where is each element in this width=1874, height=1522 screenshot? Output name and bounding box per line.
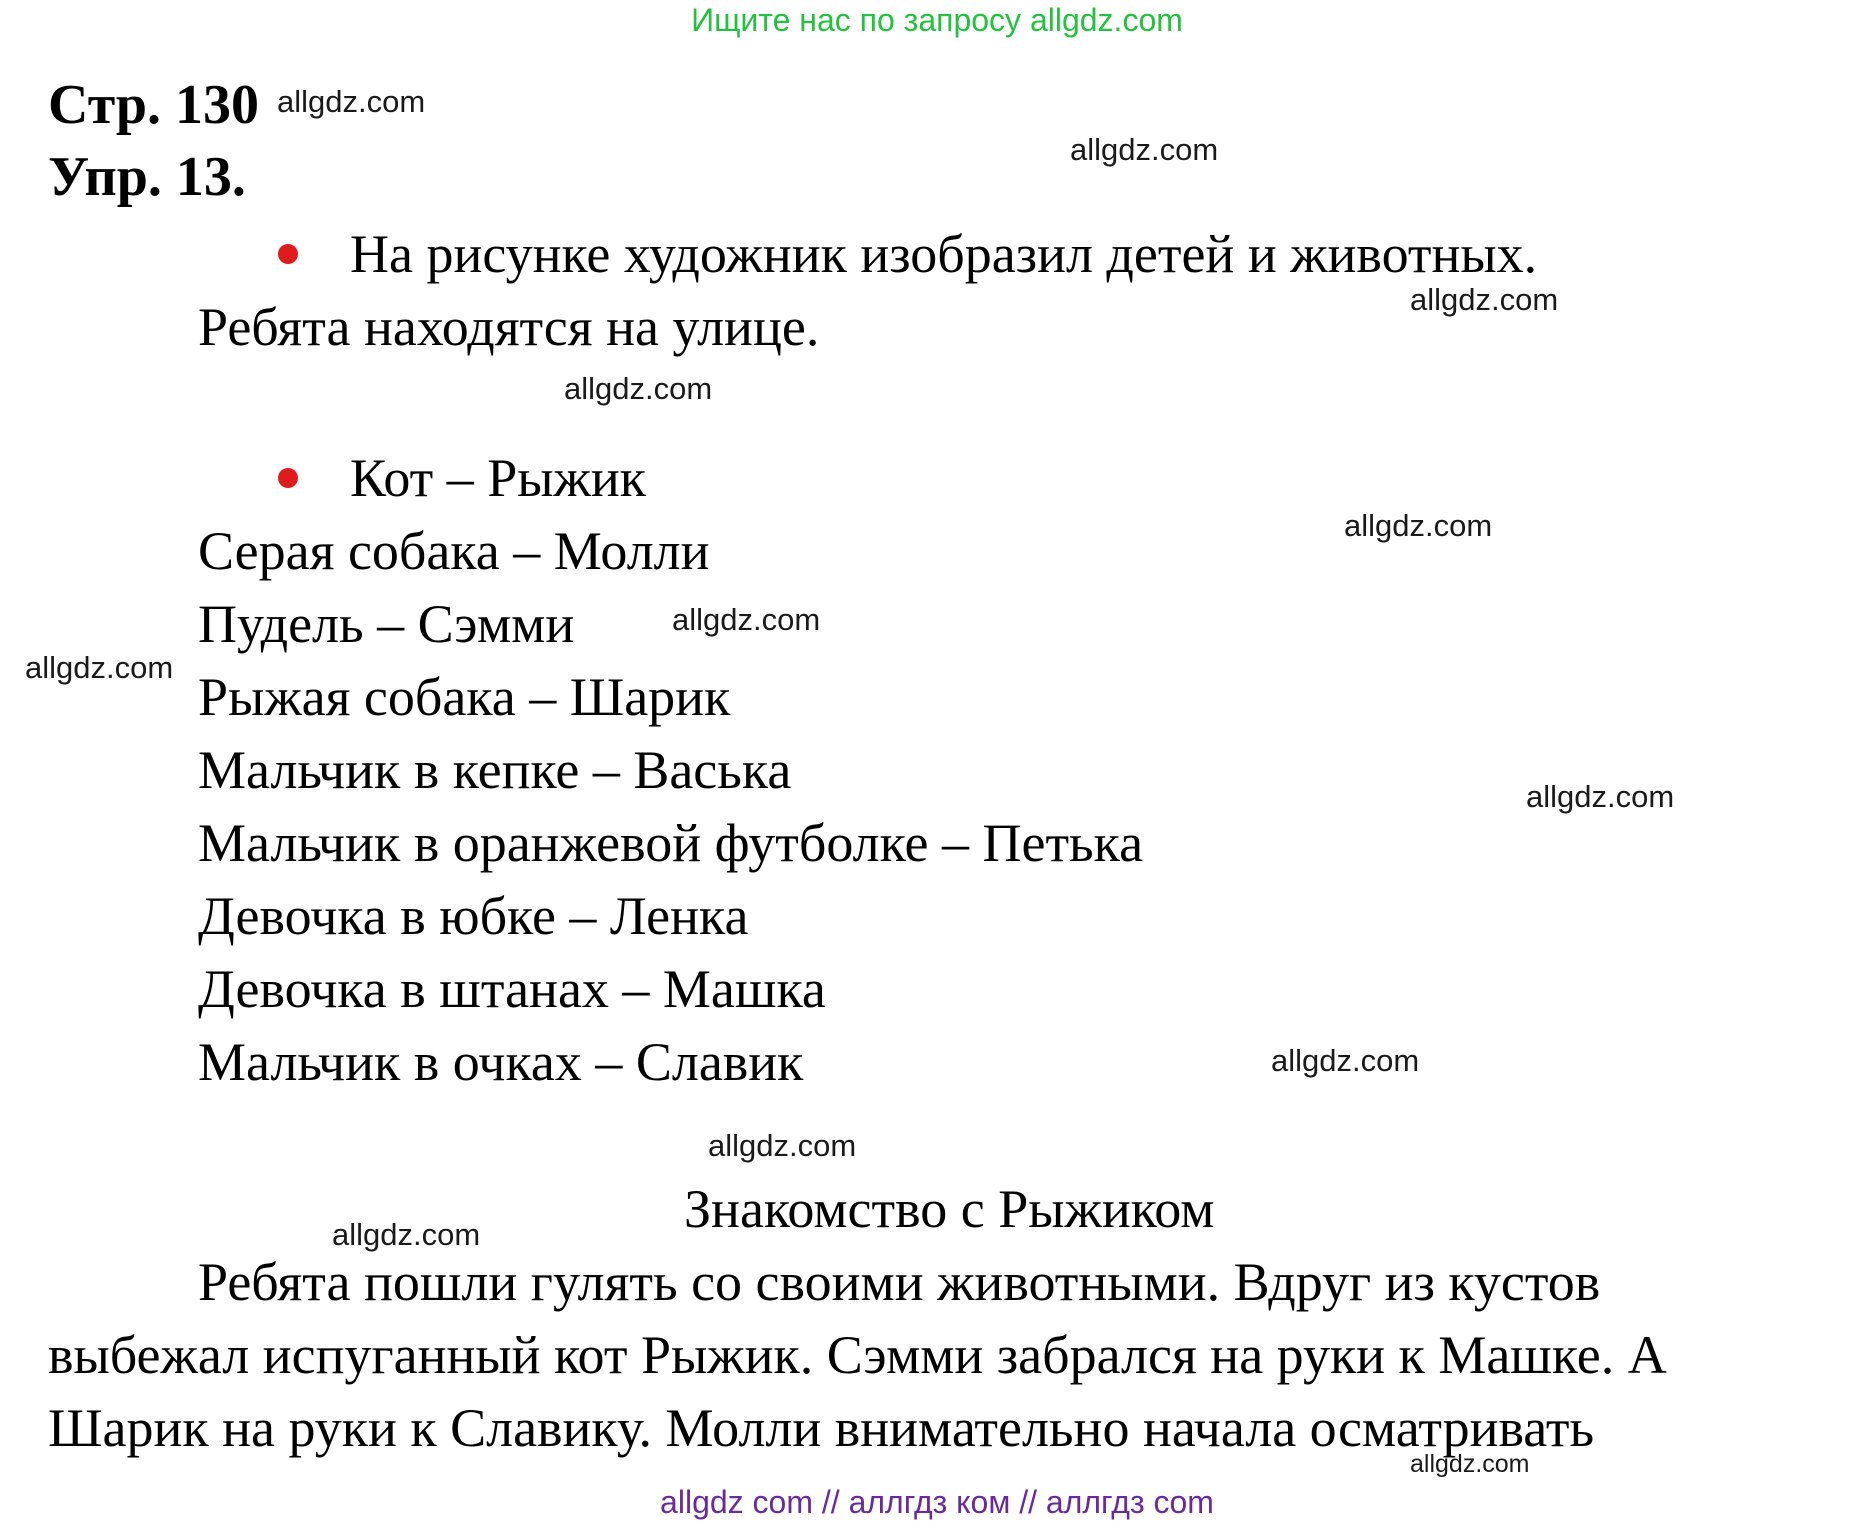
bullet-icon xyxy=(278,244,298,264)
watermark: allgdz.com xyxy=(1526,779,1675,814)
watermark: allgdz.com xyxy=(564,371,713,406)
watermark: allgdz.com xyxy=(277,84,426,119)
name-item: Пудель – Сэмми xyxy=(198,594,575,654)
paragraph-line: На рисунке художник изобразил детей и животных. xyxy=(350,224,1538,284)
name-item: Мальчик в кепке – Васька xyxy=(198,740,792,800)
top-banner: Ищите нас по запросу allgdz.com xyxy=(691,2,1183,38)
watermark: allgdz.com xyxy=(1410,282,1559,317)
name-item: Девочка в юбке – Ленка xyxy=(198,886,749,946)
watermark: allgdz.com xyxy=(332,1217,481,1252)
story-title: Знакомство с Рыжиком xyxy=(684,1179,1215,1239)
watermark: allgdz.com xyxy=(1410,1450,1530,1478)
story-line: Ребята пошли гулять со своими животными. Вдруг из кустов xyxy=(198,1252,1601,1312)
watermark: allgdz.com xyxy=(672,602,821,637)
name-item: Девочка в штанах – Машка xyxy=(198,959,826,1019)
paragraph-line: Ребята находятся на улице. xyxy=(198,297,820,357)
page-label: Стр. 130 xyxy=(48,74,260,136)
exercise-label: Упр. 13. xyxy=(48,146,246,208)
footer-watermark: allgdz com // аллгдз ком // аллгдз com xyxy=(660,1484,1214,1520)
watermark: allgdz.com xyxy=(25,650,174,685)
name-item: Рыжая собака – Шарик xyxy=(198,667,731,727)
name-item: Кот – Рыжик xyxy=(350,448,646,508)
name-item: Мальчик в оранжевой футболке – Петька xyxy=(198,813,1144,873)
story-line: Шарик на руки к Славику. Молли внимательно начала осматривать xyxy=(48,1398,1595,1458)
watermark: allgdz.com xyxy=(708,1128,857,1163)
watermark: allgdz.com xyxy=(1271,1043,1420,1078)
watermark: allgdz.com xyxy=(1070,132,1219,167)
name-item: Мальчик в очках – Славик xyxy=(198,1032,804,1092)
name-item: Серая собака – Молли xyxy=(198,521,710,581)
bullet-icon xyxy=(278,468,298,488)
story-line: выбежал испуганный кот Рыжик. Сэмми забрался на руки к Машке. А xyxy=(48,1325,1667,1385)
watermark: allgdz.com xyxy=(1344,508,1493,543)
